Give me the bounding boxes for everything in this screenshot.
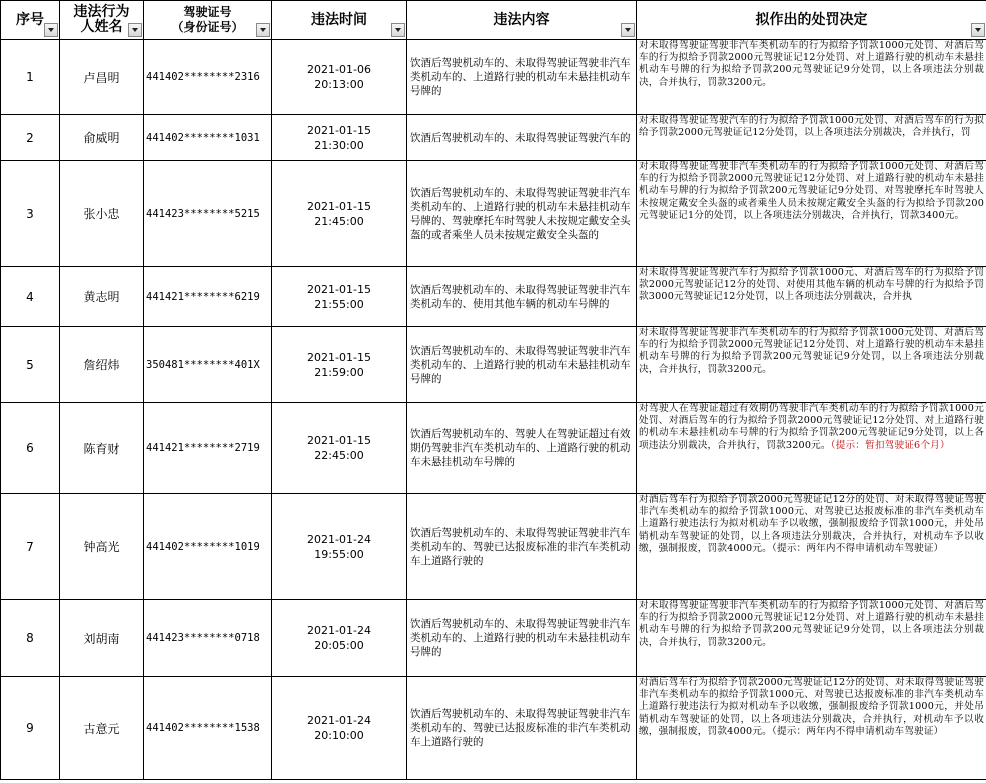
decision-note: （提示：暂扣驾驶证6个月） [830, 439, 950, 451]
cell-content[interactable]: 饮酒后驾驶机动车的、未取得驾驶证驾驶非汽车类机动车的、驾驶已达报废标准的非汽车类机动车上道路行驶的 [407, 494, 637, 600]
filter-dropdown-button-license[interactable] [256, 23, 270, 37]
cell-id[interactable]: 441402********2316 [144, 40, 272, 115]
table-row [1, 161, 986, 267]
cell-clock: 20:05:00 [314, 639, 364, 652]
filter-dropdown-button-name[interactable] [128, 23, 142, 37]
cell-decision[interactable] [637, 403, 986, 494]
cell-seq[interactable]: 8 [1, 600, 60, 677]
cell-name[interactable]: 詹绍炜 [60, 327, 144, 403]
filter-dropdown-button-content[interactable] [621, 23, 635, 37]
cell-decision[interactable] [637, 677, 986, 780]
cell-time[interactable] [272, 327, 407, 403]
header-time-label: 违法时间 [311, 11, 367, 28]
cell-date: 2021-01-15 [307, 434, 371, 447]
cell-time[interactable] [272, 161, 407, 267]
cell-decision[interactable] [637, 115, 986, 161]
cell-decision[interactable] [637, 161, 986, 267]
cell-content[interactable]: 饮酒后驾驶机动车的、未取得驾驶证驾驶非汽车类机动车的、上道路行驶的机动车未悬挂机动车号牌的 [407, 327, 637, 403]
cell-name[interactable]: 钟高光 [60, 494, 144, 600]
cell-time[interactable] [272, 677, 407, 780]
cell-id[interactable]: 441402********1019 [144, 494, 272, 600]
cell-clock: 20:10:00 [314, 729, 364, 742]
decision-text: 对未取得驾驶证驾驶汽车的行为拟给予罚款1000元处罚、对酒后驾车的行为拟给予罚款2000元驾驶证记12分处罚，以上各项违法分别裁决，合并执行，罚 [639, 115, 984, 139]
cell-seq[interactable]: 6 [1, 403, 60, 494]
decision-text: 对未取得驾驶证驾驶非汽车类机动车的行为拟给予罚款1000元处罚、对酒后驾车的行为拟给予罚款2000元驾驶证记12分处罚、对上道路行驶的机动车未悬挂机动车号牌的行为拟给予罚款200元驾驶证记9分处罚，以上各项违法分别裁决，合并执行，罚款3200元。 [639, 40, 984, 88]
cell-date: 2021-01-24 [307, 714, 371, 727]
decision-text: 对未取得驾驶证驾驶汽车行为拟给予罚款1000元、对酒后驾车的行为拟给予罚款2000元驾驶证记12分的处罚、对使用其他车辆的机动车号牌的行为拟给予罚款3000元驾驶证记12分处罚，以上各项违法分别裁决，合并执 [639, 267, 984, 303]
cell-content[interactable]: 饮酒后驾驶机动车的、未取得驾驶证驾驶汽车的 [407, 115, 637, 161]
cell-clock: 21:55:00 [314, 297, 364, 311]
cell-content[interactable]: 饮酒后驾驶机动车的、未取得驾驶证驾驶非汽车类机动车的、上道路行驶的机动车未悬挂机动车号牌的 [407, 600, 637, 677]
cell-time[interactable] [272, 600, 407, 677]
cell-clock: 20:13:00 [314, 78, 364, 91]
header-content [407, 1, 637, 40]
cell-seq[interactable]: 1 [1, 40, 60, 115]
cell-seq[interactable]: 7 [1, 494, 60, 600]
cell-id[interactable]: 441402********1538 [144, 677, 272, 780]
cell-time[interactable] [272, 40, 407, 115]
cell-clock: 21:59:00 [314, 365, 364, 379]
header-license [144, 1, 272, 40]
cell-id[interactable]: 441421********6219 [144, 267, 272, 327]
cell-content[interactable]: 饮酒后驾驶机动车的、未取得驾驶证驾驶非汽车类机动车的、使用其他车辆的机动车号牌的 [407, 267, 637, 327]
decision-text: 对酒后驾车行为拟给予罚款2000元驾驶证记12分的处罚、对未取得驾驶证驾驶非汽车类机动车的拟给予罚款1000元、对驾驶已达报废标准的非汽车类机动车上道路行驶违法行为拟对机动车予以收缴，强制报废给予罚款1000元，并处吊销机动车驾驶证的处罚，以上各项违法分别裁决，合并执行，对机动车予以收缴，强制报废，罚款4000元。（提示：两年内不得申请机动车驾驶证） [639, 494, 984, 554]
cell-name[interactable]: 黄志明 [60, 267, 144, 327]
cell-time[interactable] [272, 267, 407, 327]
header-time [272, 1, 407, 40]
filter-dropdown-button-decision[interactable] [971, 23, 985, 37]
header-seq [1, 1, 60, 40]
cell-decision[interactable] [637, 494, 986, 600]
filter-dropdown-button-time[interactable] [391, 23, 405, 37]
cell-name[interactable]: 陈育财 [60, 403, 144, 494]
header-content-label: 违法内容 [493, 11, 550, 28]
cell-decision[interactable] [637, 267, 986, 327]
cell-name[interactable]: 刘胡南 [60, 600, 144, 677]
cell-id[interactable]: 441423********5215 [144, 161, 272, 267]
cell-id[interactable]: 350481********401X [144, 327, 272, 403]
decision-text: 对未取得驾驶证驾驶非汽车类机动车的行为拟给予罚款1000元处罚、对酒后驾车的行为拟给予罚款2000元驾驶证记12分处罚、对上道路行驶的机动车未悬挂机动车号牌的行为拟给予罚款200元驾驶证记9分处罚，以上各项违法分别裁决，合并执行，罚款3200元。 [639, 600, 984, 648]
decision-text: 对驾驶人在驾驶证超过有效期仍驾驶非汽车类机动车的行为拟给予罚款1000元处罚、对酒后驾车的行为拟给予罚款2000元驾驶证记12分处罚、对上道路行驶的机动车未悬挂机动车号牌的行为拟给予罚款200元驾驶证记9分处罚，以上各项违法分别裁决，合并执行，罚款3200元。 [639, 403, 984, 451]
cell-seq[interactable]: 2 [1, 115, 60, 161]
header-name-line1: 违法行为 [73, 4, 130, 20]
cell-name[interactable]: 俞威明 [60, 115, 144, 161]
table-row [1, 403, 986, 494]
table-row [1, 677, 986, 780]
decision-text: 对未取得驾驶证驾驶非汽车类机动车的行为拟给予罚款1000元处罚、对酒后驾车的行为拟给予罚款2000元驾驶证记12分处罚、对上道路行驶的机动车未悬挂机动车号牌的行为拟给予罚款200元驾驶证记9分处罚、对驾驶摩托车时驾驶人未按规定戴安全头盔的或者乘坐人员未按规定戴安全头盔的行为拟给予罚款200元驾驶证记1分的处罚，以上各项违法分别裁决，合并执行，罚款3400元。 [639, 161, 984, 221]
cell-date: 2021-01-15 [307, 282, 371, 296]
cell-seq[interactable]: 4 [1, 267, 60, 327]
cell-decision[interactable] [637, 600, 986, 677]
cell-name[interactable]: 卢昌明 [60, 40, 144, 115]
cell-decision[interactable] [637, 40, 986, 115]
header-name [60, 1, 144, 40]
cell-id[interactable]: 441423********0718 [144, 600, 272, 677]
header-decision-label: 拟作出的处罚决定 [755, 11, 868, 28]
cell-id[interactable]: 441421********2719 [144, 403, 272, 494]
cell-content[interactable]: 饮酒后驾驶机动车的、驾驶人在驾驶证超过有效期仍驾驶非汽车类机动车的、上道路行驶的机动车未悬挂机动车号牌的 [407, 403, 637, 494]
cell-date: 2021-01-06 [307, 63, 371, 76]
cell-content[interactable]: 饮酒后驾驶机动车的、未取得驾驶证驾驶非汽车类机动车的、上道路行驶的机动车未悬挂机动车号牌的 [407, 40, 637, 115]
cell-time[interactable] [272, 494, 407, 600]
cell-content[interactable]: 饮酒后驾驶机动车的、未取得驾驶证驾驶非汽车类机动车的、上道路行驶的机动车未悬挂机动车号牌的、驾驶摩托车时驾驶人未按规定戴安全头盔的或者乘坐人员未按规定戴安全头盔的 [407, 161, 637, 267]
decision-text: 对未取得驾驶证驾驶非汽车类机动车的行为拟给予罚款1000元处罚、对酒后驾车的行为拟给予罚款2000元驾驶证记12分处罚、对上道路行驶的机动车未悬挂机动车号牌的行为拟给予罚款200元驾驶证记9分处罚，以上各项违法分别裁决，合并执行，罚款3200元。 [639, 327, 984, 375]
cell-clock: 22:45:00 [314, 449, 364, 462]
cell-clock: 21:45:00 [314, 214, 364, 228]
cell-date: 2021-01-15 [307, 199, 371, 213]
cell-clock: 19:55:00 [314, 547, 364, 561]
cell-id[interactable]: 441402********1031 [144, 115, 272, 161]
cell-time[interactable] [272, 115, 407, 161]
header-license-line1: 驾驶证号 [183, 5, 232, 19]
table-row [1, 267, 986, 327]
cell-date: 2021-01-24 [307, 624, 371, 637]
cell-seq[interactable]: 9 [1, 677, 60, 780]
cell-clock: 21:30:00 [314, 138, 364, 152]
header-seq-label: 序号 [16, 11, 44, 28]
header-name-line2: 人姓名 [80, 19, 123, 35]
table-row [1, 494, 986, 600]
table-row [1, 115, 986, 161]
table-row [1, 40, 986, 115]
filter-dropdown-button-seq[interactable] [44, 23, 58, 37]
cell-date: 2021-01-24 [307, 532, 371, 546]
cell-name[interactable]: 张小忠 [60, 161, 144, 267]
table-row [1, 600, 986, 677]
decision-text: 对酒后驾车行为拟给予罚款2000元驾驶证记12分的处罚、对未取得驾驶证驾驶非汽车类机动车的拟给予罚款1000元、对驾驶已达报废标准的非汽车类机动车上道路行驶违法行为拟对机动车予以收缴，强制报废给予罚款1000元，并处吊销机动车驾驶证的处罚，以上各项违法分别裁决，合并执行，对机动车予以收缴，强制报废，罚款4000元。（提示：两年内不得申请机动车驾驶证） [639, 677, 984, 737]
cell-seq[interactable]: 5 [1, 327, 60, 403]
header-license-line2: （身份证号） [171, 20, 244, 34]
cell-content[interactable]: 饮酒后驾驶机动车的、未取得驾驶证驾驶非汽车类机动车的、驾驶已达报废标准的非汽车类机动车上道路行驶的 [407, 677, 637, 780]
table-row [1, 327, 986, 403]
cell-time[interactable] [272, 403, 407, 494]
header-decision [637, 1, 986, 40]
cell-name[interactable]: 古意元 [60, 677, 144, 780]
cell-decision[interactable] [637, 327, 986, 403]
cell-date: 2021-01-15 [307, 123, 371, 137]
cell-date: 2021-01-15 [307, 350, 371, 364]
cell-seq[interactable]: 3 [1, 161, 60, 267]
header-row [1, 1, 986, 40]
